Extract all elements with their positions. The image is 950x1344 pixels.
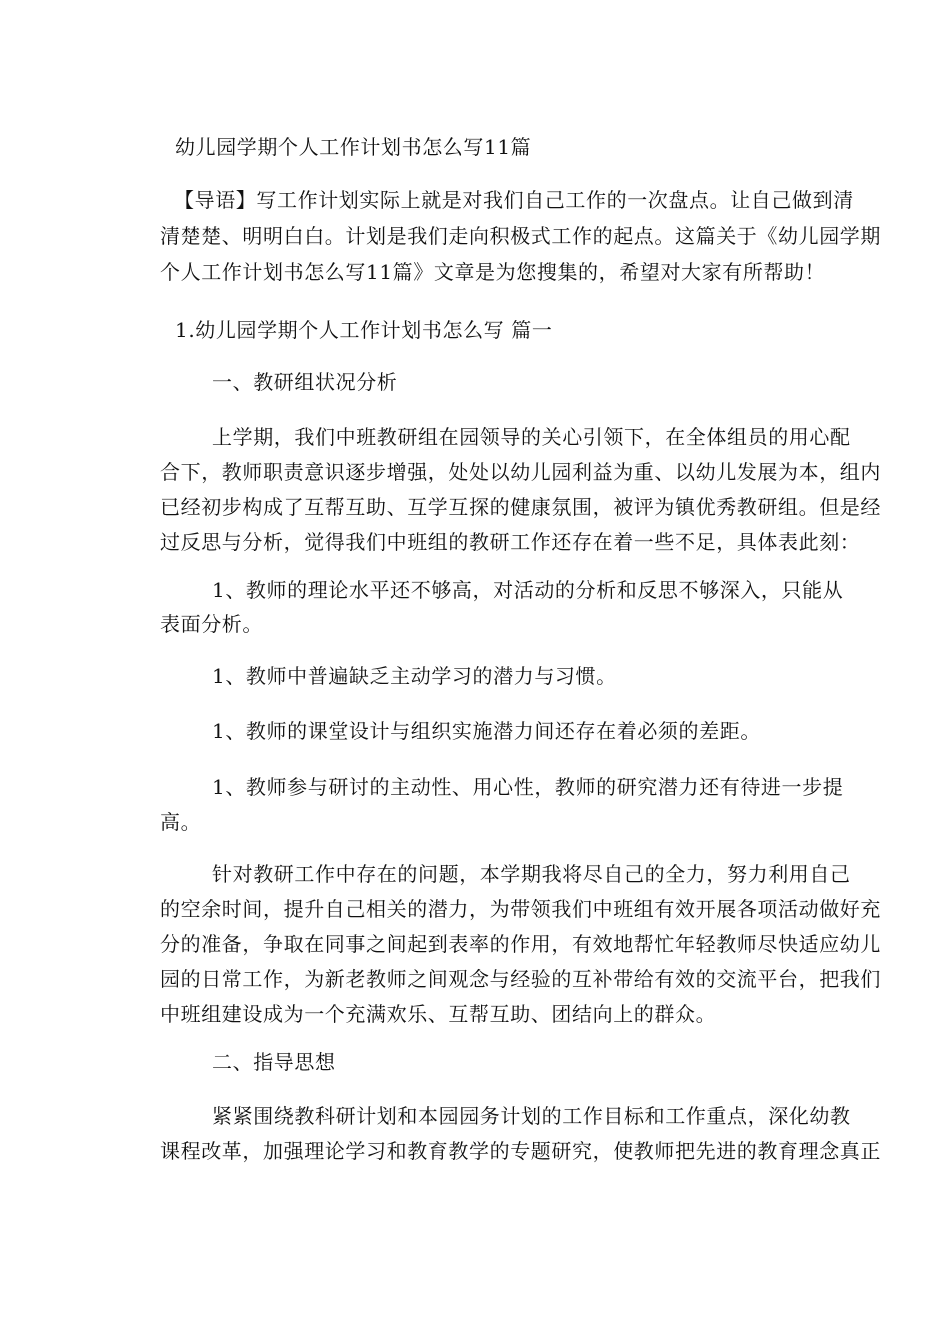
paragraph-line: 过反思与分析，觉得我们中班组的教研工作还存在着一些不足，具体表此刻： xyxy=(160,530,861,554)
paragraph-line: 的空余时间，提升自己相关的潜力，为带领我们中班组有效开展各项活动做好充 xyxy=(160,897,881,921)
list-item-3: 1、教师的课堂设计与组织实施潜力间还存在着必须的差距。 xyxy=(212,719,761,743)
paragraph-line: 针对教研工作中存在的问题，本学期我将尽自己的全力，努力利用自己 xyxy=(212,862,851,886)
intro-line: 个人工作计划书怎么写11篇》文章是为您搜集的，希望对大家有所帮助！ xyxy=(160,260,826,284)
paragraph-line: 合下，教师职责意识逐步增强，处处以幼儿园利益为重、以幼儿发展为本，组内 xyxy=(160,460,881,484)
intro-paragraph xyxy=(160,188,881,296)
intro-line: 清楚楚、明明白白。计划是我们走向积极式工作的起点。这篇关于《幼儿园学期 xyxy=(160,224,881,248)
paragraph-line: 中班组建设成为一个充满欢乐、互帮互助、团结向上的群众。 xyxy=(160,1002,717,1026)
paragraph-line: 园的日常工作，为新老教师之间观念与经验的互补带给有效的交流平台，把我们 xyxy=(160,967,881,991)
paragraph-line: 上学期，我们中班教研组在园领导的关心引领下，在全体组员的用心配 xyxy=(212,425,851,449)
paragraph-line: 已经初步构成了互帮互助、互学互探的健康氛围，被评为镇优秀教研组。但是经 xyxy=(160,495,881,519)
list-item-line: 1、教师的理论水平还不够高，对活动的分析和反思不够深入，只能从 xyxy=(212,578,844,602)
paragraph-line: 课程改革，加强理论学习和教育教学的专题研究，使教师把先进的教育理念真正 xyxy=(160,1139,881,1163)
list-item-2: 1、教师中普遍缺乏主动学习的潜力与习惯。 xyxy=(212,664,617,688)
part1-heading: 一、教研组状况分析 xyxy=(212,370,398,394)
paragraph-line: 紧紧围绕教科研计划和本园园务计划的工作目标和工作重点，深化幼教 xyxy=(212,1104,851,1128)
section-heading: 1.幼儿园学期个人工作计划书怎么写 篇一 xyxy=(175,318,553,342)
document-title: 幼儿园学期个人工作计划书怎么写11篇 xyxy=(175,135,532,159)
list-item-line: 1、教师参与研讨的主动性、用心性，教师的研究潜力还有待进一步提 xyxy=(212,775,844,799)
part2-heading: 二、指导思想 xyxy=(212,1050,336,1074)
list-item-line: 高。 xyxy=(160,810,202,834)
list-item-line: 表面分析。 xyxy=(160,612,263,636)
paragraph-line: 分的准备，争取在同事之间起到表率的作用，有效地帮忙年轻教师尽快适应幼儿 xyxy=(160,932,881,956)
intro-line: 【导语】写工作计划实际上就是对我们自己工作的一次盘点。让自己做到清 xyxy=(174,188,854,212)
